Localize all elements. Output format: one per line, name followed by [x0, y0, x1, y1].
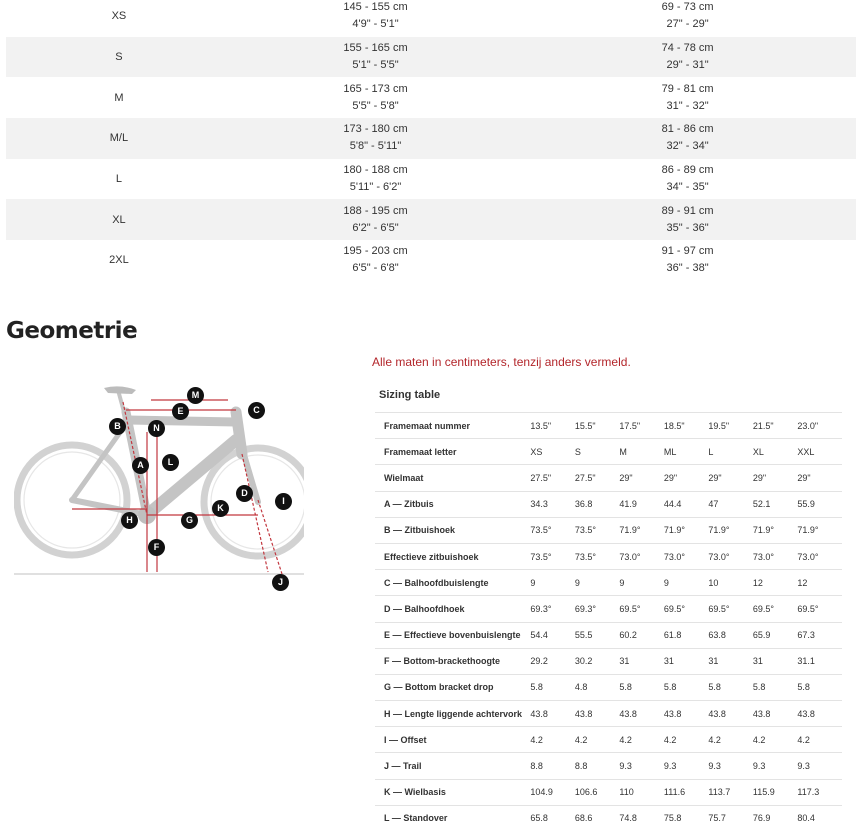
geometry-row-label: K — Wielbasis [375, 779, 530, 805]
geometry-row [375, 779, 842, 805]
geometry-row-label: D — Balhoofdhoek [375, 596, 530, 622]
geometry-value: XS [530, 439, 575, 465]
geometry-row [375, 648, 842, 674]
geometry-row [375, 570, 842, 596]
geometry-value: 44.4 [664, 491, 708, 517]
geometry-value: 73.0° [708, 543, 753, 569]
geometry-value: 29" [797, 465, 842, 491]
geometry-value: 65.8 [530, 805, 575, 831]
geometry-row-label: A — Zitbuis [375, 491, 530, 517]
geometry-value: 17.5" [619, 413, 663, 439]
rider-inseam: 74 - 78 cm 29" - 31" [661, 42, 714, 72]
geometry-value: 75.7 [708, 805, 753, 831]
geometry-value: 117.3 [797, 779, 842, 805]
geometry-row [375, 622, 842, 648]
geometry-value: 29" [708, 465, 753, 491]
geometry-value: M [619, 439, 663, 465]
geometry-value: 5.8 [753, 674, 798, 700]
geometry-value: 43.8 [708, 701, 753, 727]
geometry-value: 55.5 [575, 622, 620, 648]
rider-height: 145 - 155 cm 4'9" - 5'1" [343, 1, 408, 31]
geometry-value: 71.9° [619, 517, 663, 543]
label-marker-f: F [148, 539, 165, 556]
geometry-value: 9.3 [619, 753, 663, 779]
size-row-l [6, 159, 856, 200]
geometry-row-label: E — Effectieve bovenbuislengte [375, 622, 530, 648]
geometry-value: 54.4 [530, 622, 575, 648]
geometry-value: 31 [753, 648, 798, 674]
geometry-value: XXL [797, 439, 842, 465]
geometry-value: 10 [708, 570, 753, 596]
geometry-value: 65.9 [753, 622, 798, 648]
geometry-heading: Geometrie [6, 318, 138, 344]
label-marker-b: B [109, 418, 126, 435]
geometry-value: 69.5° [664, 596, 708, 622]
geometry-value: 76.9 [753, 805, 798, 831]
geometry-value: 9 [530, 570, 575, 596]
geometry-row [375, 674, 842, 700]
geometry-value: 5.8 [708, 674, 753, 700]
geometry-value: 43.8 [619, 701, 663, 727]
geometry-value: 15.5" [575, 413, 620, 439]
label-marker-l: L [162, 454, 179, 471]
rider-inseam: 81 - 86 cm 32" - 34" [661, 123, 714, 153]
geometry-value: 12 [797, 570, 842, 596]
geometry-value: 80.4 [797, 805, 842, 831]
geometry-value: 27.5" [530, 465, 575, 491]
geometry-value: 73.0° [619, 543, 663, 569]
geometry-value: 55.9 [797, 491, 842, 517]
geometry-value: 9.3 [708, 753, 753, 779]
geometry-value: 43.8 [664, 701, 708, 727]
geometry-value: 4.2 [530, 727, 575, 753]
geometry-row-label: B — Zitbuishoek [375, 517, 530, 543]
label-marker-m: M [187, 387, 204, 404]
geometry-row-label: Framemaat letter [375, 439, 530, 465]
geometry-row [375, 753, 842, 779]
geometry-value: S [575, 439, 620, 465]
rider-height: 165 - 173 cm 5'5" - 5'8" [343, 82, 408, 112]
size-label: S [115, 51, 123, 64]
rider-inseam: 69 - 73 cm 27" - 29" [661, 1, 714, 31]
geometry-value: 30.2 [575, 648, 620, 674]
geometry-row-label: Effectieve zitbuishoek [375, 543, 530, 569]
geometry-value: 21.5" [753, 413, 798, 439]
geometry-value: 8.8 [530, 753, 575, 779]
size-label: M/L [109, 132, 129, 145]
geometry-value: 71.9° [664, 517, 708, 543]
diagram-labels [14, 382, 304, 597]
units-note: Alle maten in centimeters, tenzij anders vermeld. [372, 355, 631, 369]
geometry-row-label: F — Bottom-brackethoogte [375, 648, 530, 674]
label-marker-e: E [172, 403, 189, 420]
geometry-value: 73.0° [797, 543, 842, 569]
geometry-row-label: G — Bottom bracket drop [375, 674, 530, 700]
geometry-row-label: H — Lengte liggende achtervork [375, 701, 530, 727]
label-marker-i: I [275, 493, 292, 510]
geometry-value: 71.9° [708, 517, 753, 543]
geometry-value: 4.2 [708, 727, 753, 753]
size-row-xl [6, 199, 856, 240]
geometry-value: 71.9° [797, 517, 842, 543]
label-marker-d: D [236, 485, 253, 502]
geometry-value: 31.1 [797, 648, 842, 674]
geometry-value: 4.2 [619, 727, 663, 753]
geometry-value: 69.5° [753, 596, 798, 622]
size-label: XS [111, 10, 127, 23]
geometry-row [375, 491, 842, 517]
geometry-value: 4.2 [797, 727, 842, 753]
geometry-value: 9.3 [664, 753, 708, 779]
geometry-value: 43.8 [530, 701, 575, 727]
geometry-value: 74.8 [619, 805, 663, 831]
geometry-value: 111.6 [664, 779, 708, 805]
label-marker-c: C [248, 402, 265, 419]
geometry-value: 60.2 [619, 622, 663, 648]
geometry-row-label: L — Standover [375, 805, 530, 831]
geometry-table-body [375, 413, 842, 832]
geometry-row-label: J — Trail [375, 753, 530, 779]
rider-inseam: 91 - 97 cm 36" - 38" [661, 245, 714, 275]
geometry-value: 71.9° [753, 517, 798, 543]
size-row-ml [6, 118, 856, 159]
geometry-value: 31 [708, 648, 753, 674]
geometry-value: 5.8 [619, 674, 663, 700]
sizing-table-title: Sizing table [379, 389, 441, 401]
geometry-value: 75.8 [664, 805, 708, 831]
label-marker-a: A [132, 457, 149, 474]
geometry-row-label: C — Balhoofdbuislengte [375, 570, 530, 596]
geometry-value: 5.8 [530, 674, 575, 700]
geometry-value: 104.9 [530, 779, 575, 805]
rider-height: 155 - 165 cm 5'1" - 5'5" [343, 42, 408, 72]
size-label: M [114, 91, 124, 104]
geometry-row [375, 543, 842, 569]
geometry-value: 18.5" [664, 413, 708, 439]
geometry-value: 73.0° [664, 543, 708, 569]
geometry-value: 29" [664, 465, 708, 491]
geometry-value: 27.5" [575, 465, 620, 491]
geometry-value: 29" [619, 465, 663, 491]
geometry-value: 73.5° [575, 517, 620, 543]
rider-height: 188 - 195 cm 6'2" - 6'5" [343, 204, 408, 234]
geometry-row-label: Wielmaat [375, 465, 530, 491]
rider-inseam: 89 - 91 cm 35" - 36" [661, 204, 714, 234]
geometry-row [375, 701, 842, 727]
geometry-value: 4.8 [575, 674, 620, 700]
rider-height: 195 - 203 cm 6'5" - 6'8" [343, 245, 408, 275]
geometry-value: ML [664, 439, 708, 465]
geometry-row [375, 439, 842, 465]
geometry-value: 73.5° [530, 543, 575, 569]
geometry-row [375, 465, 842, 491]
geometry-value: 69.3° [575, 596, 620, 622]
label-marker-k: K [212, 500, 229, 517]
geometry-value: 43.8 [753, 701, 798, 727]
size-label: L [115, 173, 122, 186]
geometry-value: 43.8 [797, 701, 842, 727]
geometry-value: 8.8 [575, 753, 620, 779]
geometry-value: 9.3 [797, 753, 842, 779]
geometry-value: 34.3 [530, 491, 575, 517]
geometry-value: XL [753, 439, 798, 465]
size-row-s [6, 37, 856, 78]
rider-inseam: 79 - 81 cm 31" - 32" [661, 82, 714, 112]
geometry-value: 63.8 [708, 622, 753, 648]
geometry-value: 4.2 [575, 727, 620, 753]
geometry-value: 12 [753, 570, 798, 596]
geometry-value: 69.5° [708, 596, 753, 622]
geometry-value: 23.0" [797, 413, 842, 439]
geometry-row-label: I — Offset [375, 727, 530, 753]
geometry-value: 36.8 [575, 491, 620, 517]
rider-height: 180 - 188 cm 5'11" - 6'2" [343, 164, 408, 194]
label-marker-n: N [148, 420, 165, 437]
label-marker-g: G [181, 512, 198, 529]
geometry-value: 41.9 [619, 491, 663, 517]
geometry-value: 61.8 [664, 622, 708, 648]
size-label: XL [112, 213, 126, 226]
geometry-value: 31 [619, 648, 663, 674]
rider-height: 173 - 180 cm 5'8" - 5'11" [343, 123, 408, 153]
geometry-row [375, 805, 842, 831]
geometry-value: 73.5° [530, 517, 575, 543]
geometry-value: 29" [753, 465, 798, 491]
geometry-value: 43.8 [575, 701, 620, 727]
geometry-value: 4.2 [753, 727, 798, 753]
geometry-value: 9.3 [753, 753, 798, 779]
size-row-xs [6, 0, 856, 37]
geometry-row [375, 413, 842, 439]
size-row-2xl [6, 240, 856, 281]
geometry-value: 31 [664, 648, 708, 674]
geometry-row [375, 517, 842, 543]
geometry-value: 106.6 [575, 779, 620, 805]
geometry-value: 67.3 [797, 622, 842, 648]
geometry-value: 69.5° [619, 596, 663, 622]
geometry-value: 5.8 [797, 674, 842, 700]
geometry-value: 69.3° [530, 596, 575, 622]
geometry-value: 113.7 [708, 779, 753, 805]
label-marker-h: H [121, 512, 138, 529]
geometry-value: 5.8 [664, 674, 708, 700]
geometry-value: 9 [664, 570, 708, 596]
geometry-value: L [708, 439, 753, 465]
size-row-m [6, 77, 856, 118]
geometry-row [375, 727, 842, 753]
geometry-value: 4.2 [664, 727, 708, 753]
geometry-value: 68.6 [575, 805, 620, 831]
geometry-row-label: Framemaat nummer [375, 413, 530, 439]
geometry-value: 69.5° [797, 596, 842, 622]
size-chart [6, 0, 856, 281]
geometry-value: 9 [619, 570, 663, 596]
geometry-value: 19.5" [708, 413, 753, 439]
geometry-value: 9 [575, 570, 620, 596]
geometry-value: 110 [619, 779, 663, 805]
geometry-value: 29.2 [530, 648, 575, 674]
geometry-value: 13.5" [530, 413, 575, 439]
geometry-value: 47 [708, 491, 753, 517]
geometry-value: 115.9 [753, 779, 798, 805]
geometry-row [375, 596, 842, 622]
rider-inseam: 86 - 89 cm 34" - 35" [661, 164, 714, 194]
geometry-value: 73.5° [575, 543, 620, 569]
label-marker-j: J [272, 574, 289, 591]
size-label: 2XL [109, 254, 129, 267]
geometry-value: 73.0° [753, 543, 798, 569]
geometry-value: 52.1 [753, 491, 798, 517]
geometry-table [375, 412, 842, 831]
